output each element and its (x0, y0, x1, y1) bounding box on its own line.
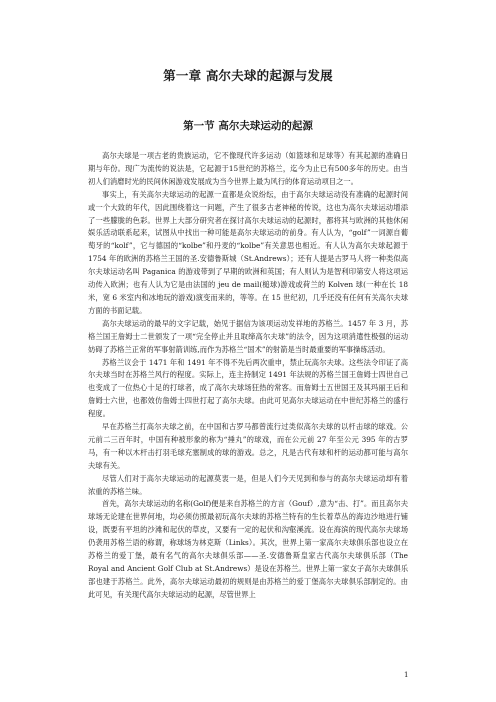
section-title: 第一节 高尔夫球运动的起源 (183, 120, 313, 132)
page-number: 1 (404, 671, 409, 679)
paragraph: 尽管人们对于高尔夫球运动的起源莫衷一是，但是人们今天见到和参与的高尔夫球运动却有着浓重的苏格兰味。 (88, 473, 408, 496)
body-text (88, 150, 408, 602)
paragraph: 事实上，有关高尔夫球运动的起源一直都是众说纷纭，由于高尔夫球运动没有准确的起源时间或一个大致的年代，因此围绕着这一问题，产生了很多古老神秘的传说，这也为高尔夫球运动增添了一些朦胧的色彩。世界上大部分研究者在探讨高尔夫球运动的起源时，都将其与欧洲的其他休闲娱乐活动联系起来，试图从中找出一种可能是高尔夫球运动的前身。有人认为，“golf”一词源自葡萄牙的“kolf”，它与德国的“kolbe”和丹麦的“kolbe”有关意思也相近。有人认为高尔夫球起源于 1754 年的欧洲的苏格兰王国的圣.安德鲁斯城（St.Andrews）；还有人提是古罗马人将一种类似高尔夫球运动名叫 Paganica 的游戏带到了早期的欧洲和英国；有人则认为是智利印第安人将这项运动传入欧洲；也有人认为它是由法国的 jeu de mail(槌球)游戏或荷兰的 Kolven 球(一种在长 18 米，宽 6 米室内和冰地玩的游戏)演变而来的，等等。在 15 世纪初，几乎还没有任何有关高尔夫球方面的书面记载。 (88, 189, 408, 315)
paragraph: 苏格兰议会于 1471 年和 1491 年不得不先后两次重申，禁止玩高尔夫球。这些法令印证了高尔夫球当时在苏格兰风行的程度。实际上，连主持制定 1491 年法规的苏格兰国王詹姆士四世自己也变成了一位热心十足的打球者，成了高尔夫球场狂热的常客。而詹姆士五世国王及其玛丽王后和詹姆士六世，也都效仿詹姆士四世打起了高尔夫球。由此可见高尔夫球运动在中世纪苏格兰的盛行程度。 (88, 357, 408, 419)
chapter-title: 第一章 高尔夫球的起源与发展 (163, 68, 333, 83)
paragraph: 首先，高尔夫球运动的名称(Golf)便是来自苏格兰的方言（Gouf）,意为“击、打”。而且高尔夫球场无论建在世界何地，均必须仿照最初玩高尔夫球的苏格兰特有的生长着草丛的海边沙地进行铺设，既要有平坦的沙滩和起伏的草皮，又要有一定的起伏和沟壑溪流。设在海滨的现代高尔夫球场仍袭用苏格兰语的称谓，称球场为林克斯（Links）。其次，世界上第一家高尔夫球俱乐部也设立在苏格兰的爱丁堡，最有名气的高尔夫球俱乐部——圣.安德鲁斯皇家古代高尔夫球俱乐部（The Royal and Ancient Golf Club at St.Andrews）是设在苏格兰。世界上第一家女子高尔夫球俱乐部也建于苏格兰。此外，高尔夫球运动最初的规则是由苏格兰的爱丁堡高尔夫球俱乐部制定的。由此可见，有关现代高尔夫球运动的起源，尽管世界上 (88, 499, 408, 599)
paragraph: 早在苏格兰打高尔夫球之前，在中国和古罗马都曾流行过类似高尔夫球的以杆击球的球戏。公元前二三百年时，中国有种被形象的称为“捶丸”的球戏，而在公元前 27 年至公元 395 年的古罗马，有一种以木杆击打羽毛球充塞制成的球的游戏。总之，凡是古代有球和杆的运动都可能与高尔夫球有关。 (88, 422, 408, 470)
paragraph: 高尔夫球运动的最早的文字记载，始见于据信为该项运动发祥地的苏格兰。1457 年 3 月，苏格兰国王詹姆士二世颁发了一项“完全停止并且取缔高尔夫球”的法令，因为这项消遣性极强的运动妨碍了苏格兰正常的军事射箭训练,而作为苏格兰“国术”的射箭是当时最重要的军事操练活动。 (88, 318, 408, 354)
paragraph: 高尔夫球是一项古老的贵族运动，它不像现代许多运动（如篮球和足球等）有其起源的准确日期与年份。现广为流传的说法是，它起源于15世纪的苏格兰，迄今为止已有500多年的历史。由当初人们消磨时光的民间休闲游戏发展成为当今世界上最为风行的体育运动项目之一。 (88, 151, 408, 186)
